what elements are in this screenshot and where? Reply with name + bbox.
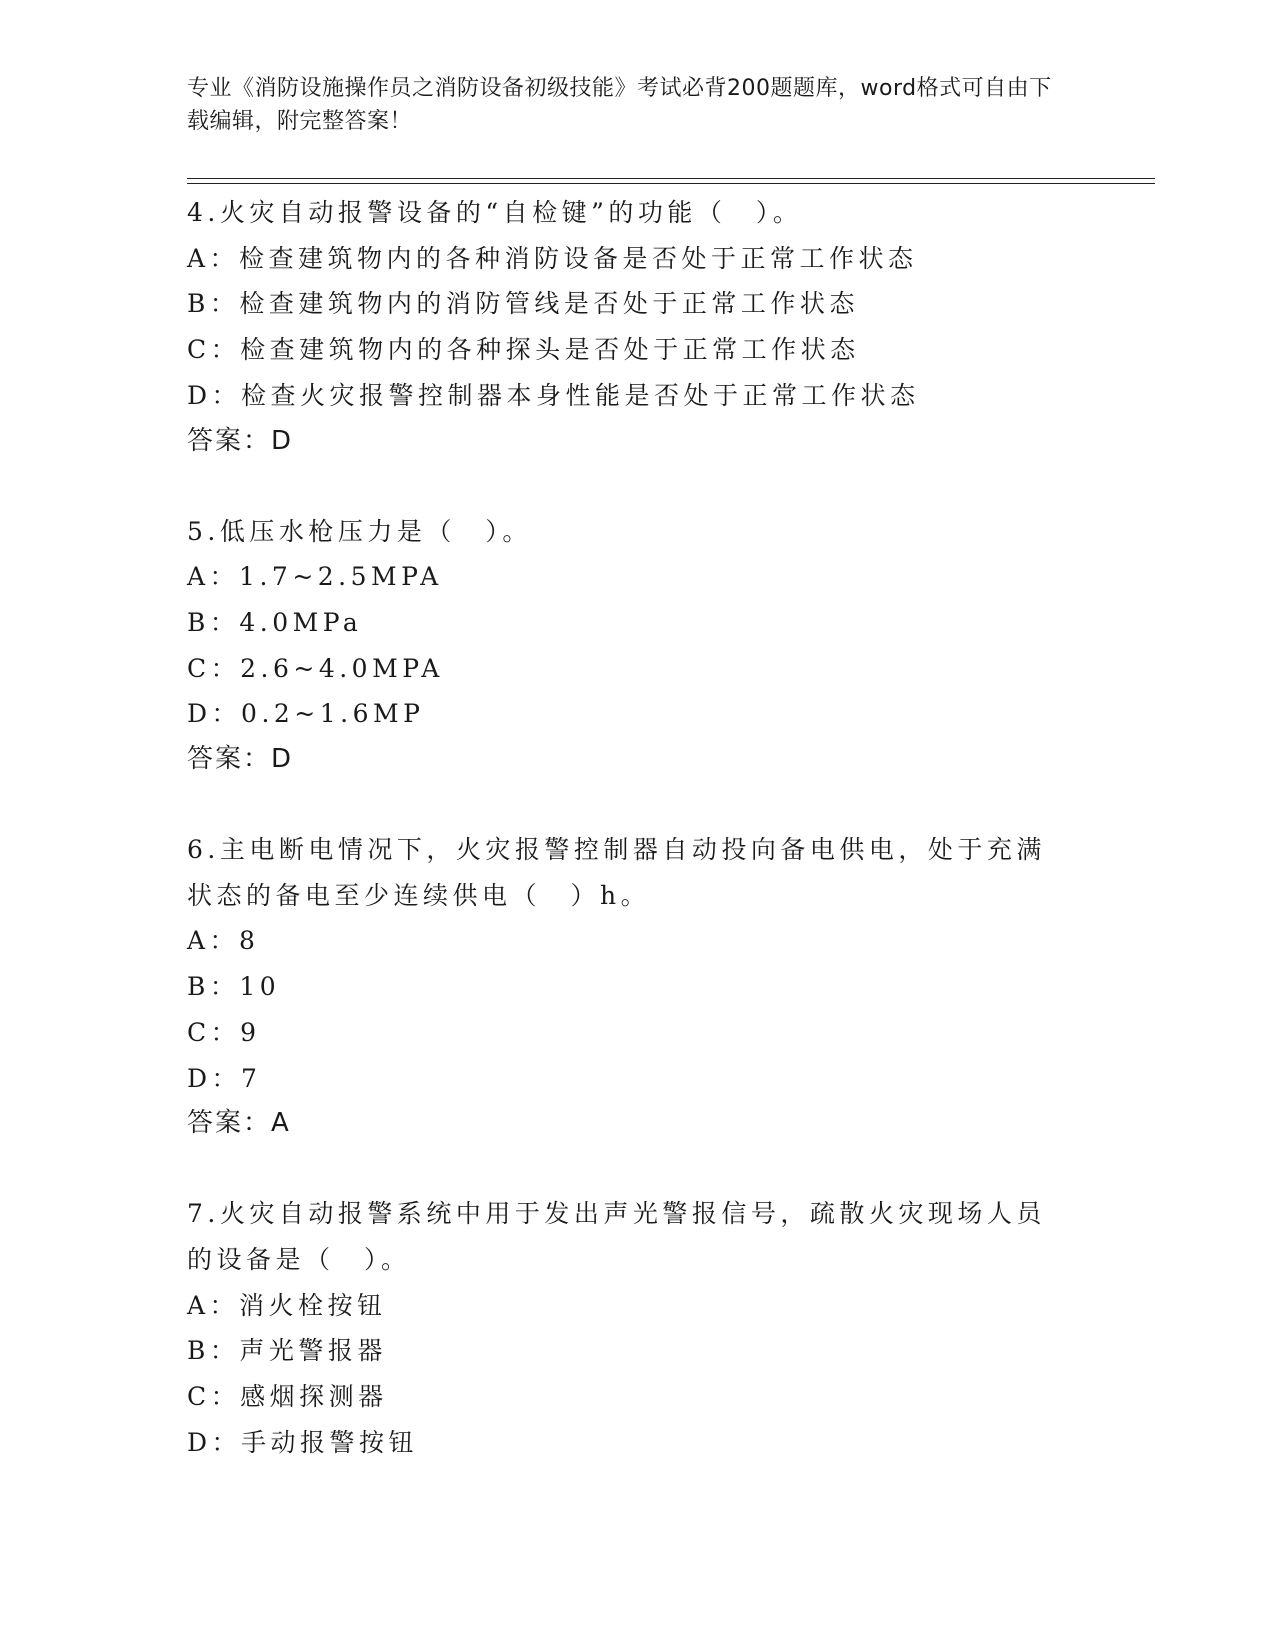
option-b: B：10 bbox=[187, 972, 281, 1002]
option-a: A：消火栓按钮 bbox=[187, 1290, 387, 1320]
option-b: B：检查建筑物内的消防管线是否处于正常工作状态 bbox=[187, 289, 859, 319]
option-a: A：检查建筑物内的各种消防设备是否处于正常工作状态 bbox=[187, 243, 918, 273]
option-d: D：手动报警按钮 bbox=[187, 1427, 419, 1457]
question-stem: 4.火灾自动报警设备的“自检键”的功能（ ）。 bbox=[187, 198, 803, 227]
header-divider-bottom bbox=[187, 183, 1155, 184]
question-7 bbox=[187, 1191, 1087, 1465]
question-6 bbox=[187, 827, 1087, 1146]
question-stem: 5.低压水枪压力是（ ）。 bbox=[187, 516, 532, 546]
header-divider-top bbox=[187, 178, 1155, 179]
option-d: D：0.2~1.6MP bbox=[187, 699, 425, 729]
answer-line: 答案：A bbox=[187, 1108, 291, 1139]
question-stem: 7.火灾自动报警系统中用于发出声光警报信号，疏散火灾现场人员的设备是（ ）。 bbox=[187, 1199, 1046, 1274]
option-d: D：检查火灾报警控制器本身性能是否处于正常工作状态 bbox=[187, 380, 920, 410]
question-stem: 6.主电断电情况下，火灾报警控制器自动投向备电供电，处于充满状态的备电至少连续供电（ ）h。 bbox=[187, 835, 1046, 910]
option-b: B：声光警报器 bbox=[187, 1336, 387, 1366]
document-header: 专业《消防设施操作员之消防设备初级技能》考试必背200题题库，word格式可自由下载编辑，附完整答案！ bbox=[187, 76, 1052, 134]
option-c: C：感烟探测器 bbox=[187, 1382, 388, 1412]
option-c: C：9 bbox=[187, 1017, 261, 1047]
question-list bbox=[187, 190, 1087, 1465]
option-d: D：7 bbox=[187, 1063, 262, 1093]
option-c: C：2.6~4.0MPA bbox=[187, 653, 444, 683]
option-a: A：1.7~2.5MPA bbox=[187, 562, 443, 592]
question-4 bbox=[187, 190, 1087, 464]
answer-line: 答案：D bbox=[187, 425, 294, 456]
option-b: B：4.0MPa bbox=[187, 607, 363, 637]
option-a: A：8 bbox=[187, 926, 260, 956]
question-5 bbox=[187, 509, 1087, 783]
option-c: C：检查建筑物内的各种探头是否处于正常工作状态 bbox=[187, 335, 860, 365]
answer-line: 答案：D bbox=[187, 744, 294, 775]
